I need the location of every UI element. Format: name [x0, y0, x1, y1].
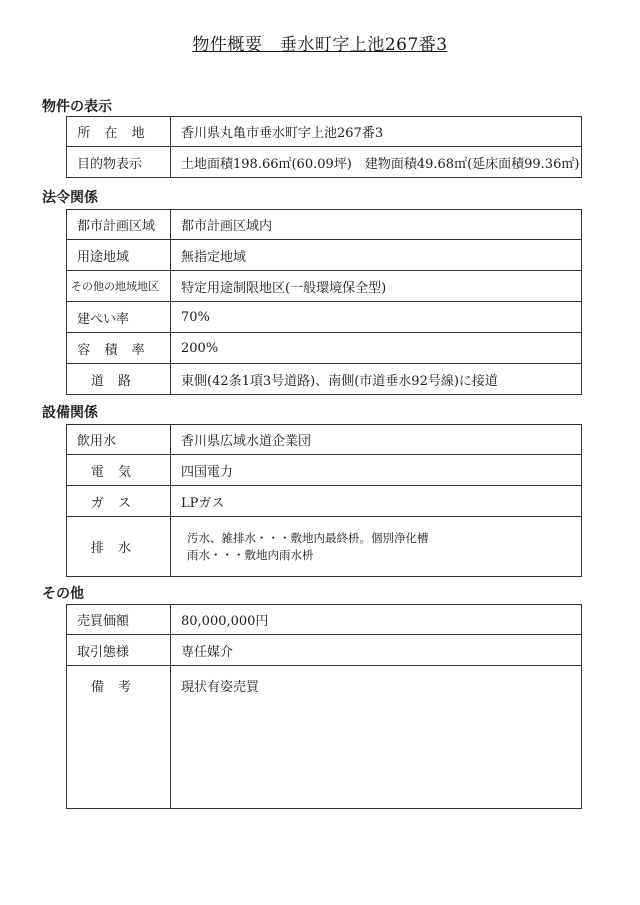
row-value: LPガス	[171, 486, 582, 517]
row-label: 用途地域	[67, 240, 171, 271]
table-row	[67, 302, 582, 333]
row-label: 飲用水	[67, 425, 171, 455]
section-heading-facilities: 設備関係	[42, 405, 98, 421]
table-row	[67, 486, 582, 517]
row-label: 目的物表示	[67, 147, 171, 178]
table-row	[67, 210, 582, 240]
property-table	[66, 116, 582, 178]
row-label: その他の地域地区	[67, 271, 171, 302]
table-row	[67, 605, 582, 635]
row-label: 所 在 地	[67, 117, 171, 147]
row-value: 香川県広域水道企業団	[171, 425, 582, 455]
table-row	[67, 147, 582, 178]
row-value: 特定用途制限地区(一般環境保全型)	[171, 271, 582, 302]
section-heading-property: 物件の表示	[42, 99, 112, 115]
table-row	[67, 666, 582, 809]
row-label: ガ ス	[67, 486, 171, 517]
other-table	[66, 604, 582, 809]
document-title: 物件概要 垂水町字上池267番3	[192, 35, 448, 55]
table-row	[67, 240, 582, 271]
row-value: 200%	[171, 333, 582, 364]
row-value: 現状有姿売買	[171, 666, 582, 809]
row-value: 80,000,000円	[171, 605, 582, 635]
table-row	[67, 517, 582, 577]
table-row	[67, 364, 582, 395]
row-value: 専任媒介	[171, 635, 582, 666]
row-value: 無指定地域	[171, 240, 582, 271]
row-label: 容 積 率	[67, 333, 171, 364]
row-label: 電 気	[67, 455, 171, 486]
row-value: 土地面積198.66㎡(60.09坪) 建物面積49.68㎡(延床面積99.36㎡)	[171, 147, 582, 178]
drainage-line: 雨水・・・敷地内雨水枡	[187, 547, 314, 562]
row-value: 香川県丸亀市垂水町字上池267番3	[171, 117, 582, 147]
row-label: 備 考	[67, 666, 171, 809]
row-label: 都市計画区域	[67, 210, 171, 240]
section-heading-other: その他	[42, 586, 84, 602]
row-label: 排 水	[67, 517, 171, 577]
row-value: 70%	[171, 302, 582, 333]
table-row	[67, 117, 582, 147]
row-label: 道 路	[67, 364, 171, 395]
row-label: 取引態様	[67, 635, 171, 666]
section-heading-legal: 法令関係	[42, 190, 98, 206]
row-label: 売買価額	[67, 605, 171, 635]
table-row	[67, 271, 582, 302]
table-row	[67, 635, 582, 666]
row-value: 東側(42条1項3号道路)、南側(市道垂水92号線)に接道	[171, 364, 582, 395]
row-value: 四国電力	[171, 455, 582, 486]
row-value	[171, 517, 582, 577]
table-row	[67, 455, 582, 486]
facilities-table	[66, 424, 582, 577]
table-row	[67, 425, 582, 455]
row-label: 建ぺい率	[67, 302, 171, 333]
table-row	[67, 333, 582, 364]
row-value: 都市計画区域内	[171, 210, 582, 240]
drainage-line: 汚水、雑排水・・・敷地内最終枡。個別浄化槽	[187, 530, 429, 545]
legal-table	[66, 209, 582, 395]
